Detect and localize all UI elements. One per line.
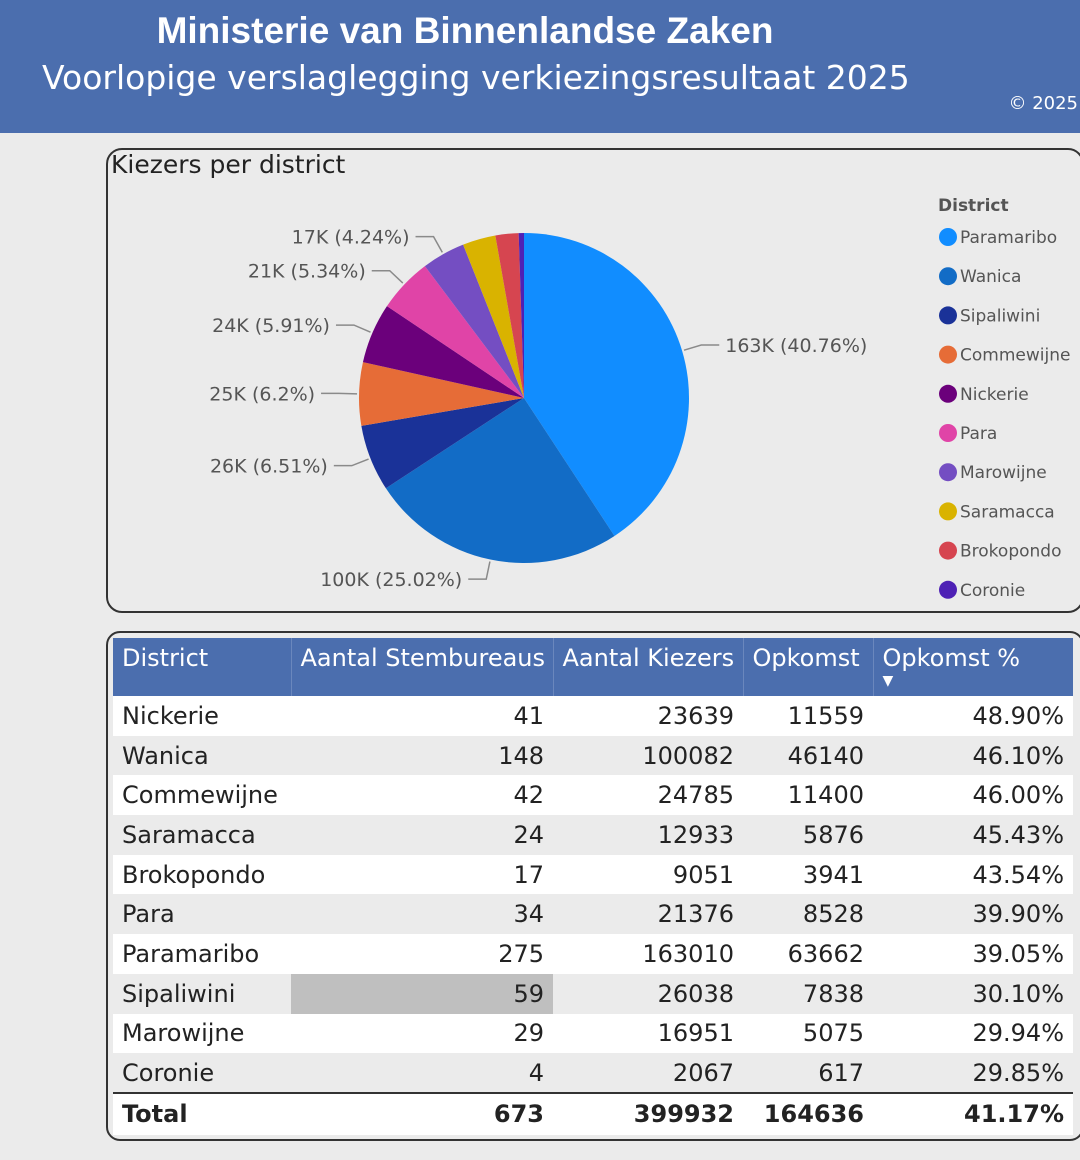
table-row[interactable] [113,974,1073,1014]
value-cell: 23639 [553,696,743,736]
column-header-opkomst-pct-label: Opkomst % [882,644,1021,672]
district-cell: Coronie [113,1053,291,1093]
district-cell: Nickerie [113,696,291,736]
results-table-card [106,631,1080,1141]
data-label-marowijne: 17K (4.24%) [291,226,410,249]
value-cell: 30.10% [873,974,1073,1014]
report-header [0,0,1080,133]
legend-title: District [938,196,1009,216]
legend-marker-para [939,424,957,442]
column-header-opkomst[interactable]: Opkomst [743,638,873,696]
legend-item-sipaliwini[interactable]: Sipaliwini [960,306,1041,327]
value-cell: 39.90% [873,894,1073,934]
value-cell: 46.00% [873,775,1073,815]
value-cell: 45.43% [873,815,1073,855]
pie-chart-card [106,148,1080,613]
district-cell: Para [113,894,291,934]
data-label-para: 21K (5.34%) [247,260,366,283]
table-row[interactable] [113,696,1073,736]
value-cell: 26038 [553,974,743,1014]
district-cell: Paramaribo [113,934,291,974]
table-row[interactable] [113,736,1073,776]
value-cell: 34 [291,894,553,934]
value-cell: 43.54% [873,855,1073,895]
report-subtitle: Voorlopige verslaglegging verkiezingsresultaat 2025 [42,58,910,97]
value-cell: 46140 [743,736,873,776]
value-cell: 59 [291,974,553,1014]
legend-item-wanica[interactable]: Wanica [960,267,1022,288]
value-cell: 11559 [743,696,873,736]
legend-marker-coronie [939,581,957,599]
value-cell: 11400 [743,775,873,815]
total-value: 41.17% [873,1093,1073,1135]
total-value: 164636 [743,1093,873,1135]
value-cell: 21376 [553,894,743,934]
value-cell: 42 [291,775,553,815]
legend-item-coronie[interactable]: Coronie [960,580,1026,601]
district-cell: Wanica [113,736,291,776]
chart-title: Kiezers per district [111,150,346,179]
data-label-nickerie: 24K (5.91%) [212,315,330,338]
leader-line [336,325,371,332]
data-label-commewijne: 25K (6.2%) [209,383,316,406]
table-row[interactable] [113,855,1073,895]
legend-item-marowijne[interactable]: Marowijne [960,463,1047,484]
data-label-wanica: 100K (25.02%) [320,569,463,592]
value-cell: 617 [743,1053,873,1093]
legend-marker-marowijne [939,463,957,481]
table-total-row [113,1093,1073,1135]
legend-marker-saramacca [939,502,957,520]
value-cell: 29.94% [873,1014,1073,1054]
district-cell: Sipaliwini [113,974,291,1014]
leader-line [468,561,490,579]
legend-marker-paramaribo [939,228,957,246]
value-cell: 29 [291,1014,553,1054]
value-cell: 5876 [743,815,873,855]
legend-item-brokopondo[interactable]: Brokopondo [960,541,1062,562]
value-cell: 16951 [553,1014,743,1054]
legend-marker-commewijne [939,346,957,364]
value-cell: 148 [291,736,553,776]
value-cell: 24 [291,815,553,855]
value-cell: 5075 [743,1014,873,1054]
data-label-paramaribo: 163K (40.76%) [725,335,868,358]
results-table [113,638,1073,1135]
legend-item-commewijne[interactable]: Commewijne [960,345,1071,366]
legend-marker-wanica [939,267,957,285]
district-cell: Commewijne [113,775,291,815]
total-value: 673 [291,1093,553,1135]
legend-item-nickerie[interactable]: Nickerie [960,384,1029,405]
column-header-district[interactable]: District [113,638,291,696]
value-cell: 2067 [553,1053,743,1093]
table-row[interactable] [113,1053,1073,1093]
legend-item-saramacca[interactable]: Saramacca [960,502,1055,523]
value-cell: 163010 [553,934,743,974]
value-cell: 3941 [743,855,873,895]
leader-line [684,345,719,350]
table-row[interactable] [113,1014,1073,1054]
leader-line [416,237,443,253]
value-cell: 48.90% [873,696,1073,736]
sort-descending-icon: ▼ [882,673,894,689]
value-cell: 29.85% [873,1053,1073,1093]
legend-item-paramaribo[interactable]: Paramaribo [960,228,1058,248]
value-cell: 24785 [553,775,743,815]
value-cell: 12933 [553,815,743,855]
value-cell: 63662 [743,934,873,974]
data-label-sipaliwini: 26K (6.51%) [209,455,328,478]
pie-chart [108,150,1080,615]
total-label: Total [113,1093,291,1135]
column-header-stembureaus[interactable]: Aantal Stembureaus [291,638,553,696]
leader-line [334,459,369,466]
district-cell: Brokopondo [113,855,291,895]
copyright-text: © 2025 [1008,93,1078,114]
district-cell: Marowijne [113,1014,291,1054]
value-cell: 17 [291,855,553,895]
value-cell: 9051 [553,855,743,895]
table-header-row [113,638,1073,696]
value-cell: 41 [291,696,553,736]
value-cell: 275 [291,934,553,974]
value-cell: 8528 [743,894,873,934]
district-cell: Saramacca [113,815,291,855]
table-row[interactable] [113,894,1073,934]
column-header-kiezers[interactable]: Aantal Kiezers [553,638,743,696]
value-cell: 39.05% [873,934,1073,974]
table-row[interactable] [113,775,1073,815]
legend-item-para[interactable]: Para [960,424,998,444]
leader-line [372,271,403,283]
legend-marker-nickerie [939,385,957,403]
value-cell: 7838 [743,974,873,1014]
table-row[interactable] [113,934,1073,974]
legend-marker-brokopondo [939,542,957,560]
ministry-title: Ministerie van Binnenlandse Zaken [156,10,774,51]
legend-marker-sipaliwini [939,306,957,324]
value-cell: 100082 [553,736,743,776]
total-value: 399932 [553,1093,743,1135]
table-row[interactable] [113,815,1073,855]
column-header-opkomst-pct[interactable] [873,638,1073,696]
value-cell: 46.10% [873,736,1073,776]
value-cell: 4 [291,1053,553,1093]
